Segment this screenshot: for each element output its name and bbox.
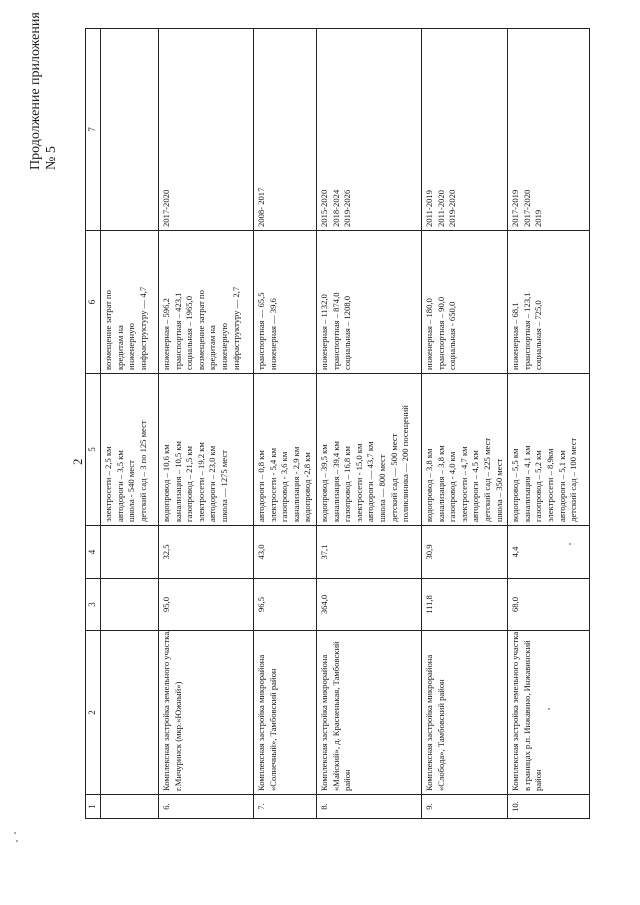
objects-cell — [159, 374, 254, 526]
column-number: 4 — [86, 526, 101, 579]
cell-line: инфраструктуру — 4,7 — [137, 286, 148, 370]
cell-line: транспортная – 874,0 — [330, 292, 341, 370]
costs-cell — [508, 231, 590, 374]
page-number: 2 — [70, 458, 85, 465]
appendix-title: Продолжение приложения № 5 — [28, 12, 59, 170]
years-cell — [508, 29, 590, 231]
development-projects-table — [85, 28, 590, 819]
cell-line: возмещение затрат по — [103, 290, 113, 370]
cell-line: школа - 540 мест — [126, 460, 137, 522]
scan-speck — [548, 708, 550, 710]
cell-line: инженерная — 39,6 — [267, 298, 278, 370]
cell-line: социальная – 725,0 — [533, 300, 544, 370]
row-number: 10. — [508, 795, 590, 819]
table-row — [159, 29, 254, 819]
column-number: 6 — [86, 231, 101, 374]
cell-line: инженерную — [126, 323, 137, 370]
cell-line: Комплексная застройка микрорайона — [424, 654, 434, 791]
cell-line: водопровод – 10,6 км — [161, 444, 171, 522]
cell-line: 2011-2020 — [435, 190, 446, 227]
cell-line: электросети – 2,5 км — [103, 446, 113, 522]
column-number: 3 — [86, 579, 101, 631]
costs-cell — [159, 231, 254, 374]
cell-line: автодороги – 0,8 км — [256, 450, 266, 522]
cell-line: инженерная – 68,1 — [510, 302, 521, 370]
cell-line: школа — 1275 мест — [218, 450, 229, 522]
objects-cell — [254, 374, 317, 526]
row-number: 7. — [254, 795, 317, 819]
col4-cell: 4,4 — [508, 526, 590, 579]
cell-line: электросети - 15,0 км — [353, 443, 364, 522]
table-row — [508, 29, 590, 819]
cell-line: школа – 350 мест — [493, 458, 504, 522]
col4-cell: 30,9 — [422, 526, 508, 579]
costs-cell — [317, 231, 422, 374]
project-name-cell — [317, 631, 422, 795]
cell-line: инженерная – 180,0 — [424, 298, 434, 370]
cell-line: 2017-2020 — [161, 189, 171, 227]
years-cell — [317, 29, 422, 231]
cell-line: Комплексная застройка микрорайона — [256, 654, 266, 791]
cell-line: канализация – 4,1 км — [521, 445, 532, 522]
column-number-row — [86, 29, 101, 819]
cell-line: 2017-2020 — [521, 189, 532, 227]
cell-line: газопровод - 3,6 км — [279, 451, 290, 522]
cell-line: детский сад – 100 мест — [568, 437, 579, 522]
cell-line: транспортная – 123,1 — [521, 292, 532, 370]
area-cell: 68,0 — [508, 579, 590, 631]
cell-line: водопровод – 39,5 км — [319, 444, 329, 522]
col4-cell: 37,1 — [317, 526, 422, 579]
cell-line: газопровод – 5,2 км — [533, 450, 544, 522]
cell-line: инженерную — [218, 323, 229, 370]
cell-line: детский сад — 500 мест — [388, 433, 399, 522]
column-number: 7 — [86, 29, 101, 231]
cell-line: социальная – 1965,0 — [184, 296, 195, 370]
cell-line: 2008- 2017 — [256, 187, 266, 227]
cell-line: район — [342, 769, 353, 791]
objects-cell — [317, 374, 422, 526]
objects-cell — [508, 374, 590, 526]
area-cell: 96,5 — [254, 579, 317, 631]
cell-line: район — [533, 769, 544, 791]
costs-cell — [422, 231, 508, 374]
cell-line: водопровод – 5,5 км — [510, 448, 521, 522]
cell-line: Комплексная застройка микрорайона — [319, 654, 329, 791]
cell-line: канализация - 2,9 км — [290, 446, 301, 522]
cell-line: возмещение затрат по — [195, 290, 206, 370]
cell-line: канализация – 10,5 км — [172, 441, 183, 522]
cell-line: школа — 800 мест — [376, 454, 387, 522]
cell-line: 2015-2020 — [319, 189, 329, 227]
cell-line: детский сад – 225 мест — [481, 437, 492, 522]
cell-line: водопровод – 3,8 км — [424, 448, 434, 522]
scan-speck — [16, 840, 18, 842]
cell-line: транспортная – 90,0 — [435, 296, 446, 370]
cell-line: автодороги — 43,7 км — [365, 441, 376, 522]
cell-line: электросети – 4,7 км — [458, 446, 469, 522]
column-number: 5 — [86, 374, 101, 526]
cell-line: 2011-2019 — [424, 190, 434, 227]
costs-cell — [101, 231, 159, 374]
cell-line: электросети – 19,2 км — [195, 442, 206, 522]
area-cell: 111,8 — [422, 579, 508, 631]
objects-cell — [101, 374, 159, 526]
cell-line: 2019-2026 — [342, 189, 353, 227]
table-row — [317, 29, 422, 819]
years-cell — [254, 29, 317, 231]
cell-line: автодороги – 3,5 км — [114, 450, 125, 522]
table-row — [422, 29, 508, 819]
cell-line: канализация – 3,8 км — [435, 445, 446, 522]
cell-line: г.Мичуринск (мкр.«Южный») — [172, 681, 183, 791]
cell-line: транспортная – 423,1 — [172, 292, 183, 370]
project-name-cell — [422, 631, 508, 795]
cell-line: инженерная – 596,2 — [161, 298, 171, 370]
costs-cell — [254, 231, 317, 374]
cell-line: социальная - 650,0 — [447, 301, 458, 370]
cell-line: газопровод – 21,5 км — [184, 446, 195, 522]
cell-line: автодороги – 4,5 км — [470, 450, 481, 522]
area-cell: 95,0 — [159, 579, 254, 631]
cell-line: Комплексная застройка земельного участка, — [161, 629, 171, 791]
row-number: 9. — [422, 795, 508, 819]
cell-line: 2019-2020 — [447, 189, 458, 227]
objects-cell — [422, 374, 508, 526]
cell-line: «Слобода», Тамбовский район — [435, 679, 446, 791]
cell-line: инфраструктуру — 2,7 — [230, 286, 241, 370]
area-cell: 364,0 — [317, 579, 422, 631]
cell-line: Комплексная застройка земельного участка — [510, 631, 521, 791]
continuation-row — [101, 29, 159, 819]
row-number: 8. — [317, 795, 422, 819]
project-name-cell — [254, 631, 317, 795]
column-number: 2 — [86, 631, 101, 795]
scan-speck — [14, 832, 16, 834]
cell-line: 2017-2019 — [510, 189, 521, 227]
cell-line: в границах р.п. Инжавино, Инжавинский — [521, 640, 532, 791]
cell-line: канализация – 39,4 км — [330, 441, 341, 522]
scan-speck — [569, 543, 571, 545]
project-name-cell — [159, 631, 254, 795]
column-number: 1 — [86, 795, 101, 819]
cell-line: «Майский», д. Красненькая, Тамбовский — [330, 641, 341, 791]
cell-line: автодороги – 23,0 км — [207, 445, 218, 522]
years-cell — [159, 29, 254, 231]
cell-line: электросети - 5,4 км — [267, 447, 278, 522]
col4-cell: 32,5 — [159, 526, 254, 579]
cell-line: 2018-2024 — [330, 189, 341, 227]
table-row — [254, 29, 317, 819]
cell-line: транспортная — 65,5 — [256, 292, 266, 370]
row-number: 6. — [159, 795, 254, 819]
cell-line: газопровод - 4,0 км — [447, 451, 458, 522]
cell-line: кредитам на — [207, 325, 218, 370]
project-name-cell — [508, 631, 590, 795]
cell-line: социальная – 1208,0 — [342, 296, 353, 370]
years-cell — [422, 29, 508, 231]
cell-line: поликлиника — 200 посещений — [400, 405, 411, 522]
col4-cell: 43,0 — [254, 526, 317, 579]
cell-line: инженерная – 1132,0 — [319, 294, 329, 370]
cell-line: кредитам на — [114, 325, 125, 370]
cell-line: газопровод – 16,8 км — [342, 446, 353, 522]
cell-line: водопровод -2,8 км — [302, 452, 313, 522]
cell-line: детский сад – 3 по 125 мест — [137, 420, 148, 522]
cell-line: 2019 — [533, 209, 544, 227]
cell-line: электросети – 8,9км — [544, 448, 555, 522]
cell-line: «Солнечный», Тамбовский район — [267, 668, 278, 791]
cell-line: автодороги – 5,1 км — [556, 450, 567, 522]
